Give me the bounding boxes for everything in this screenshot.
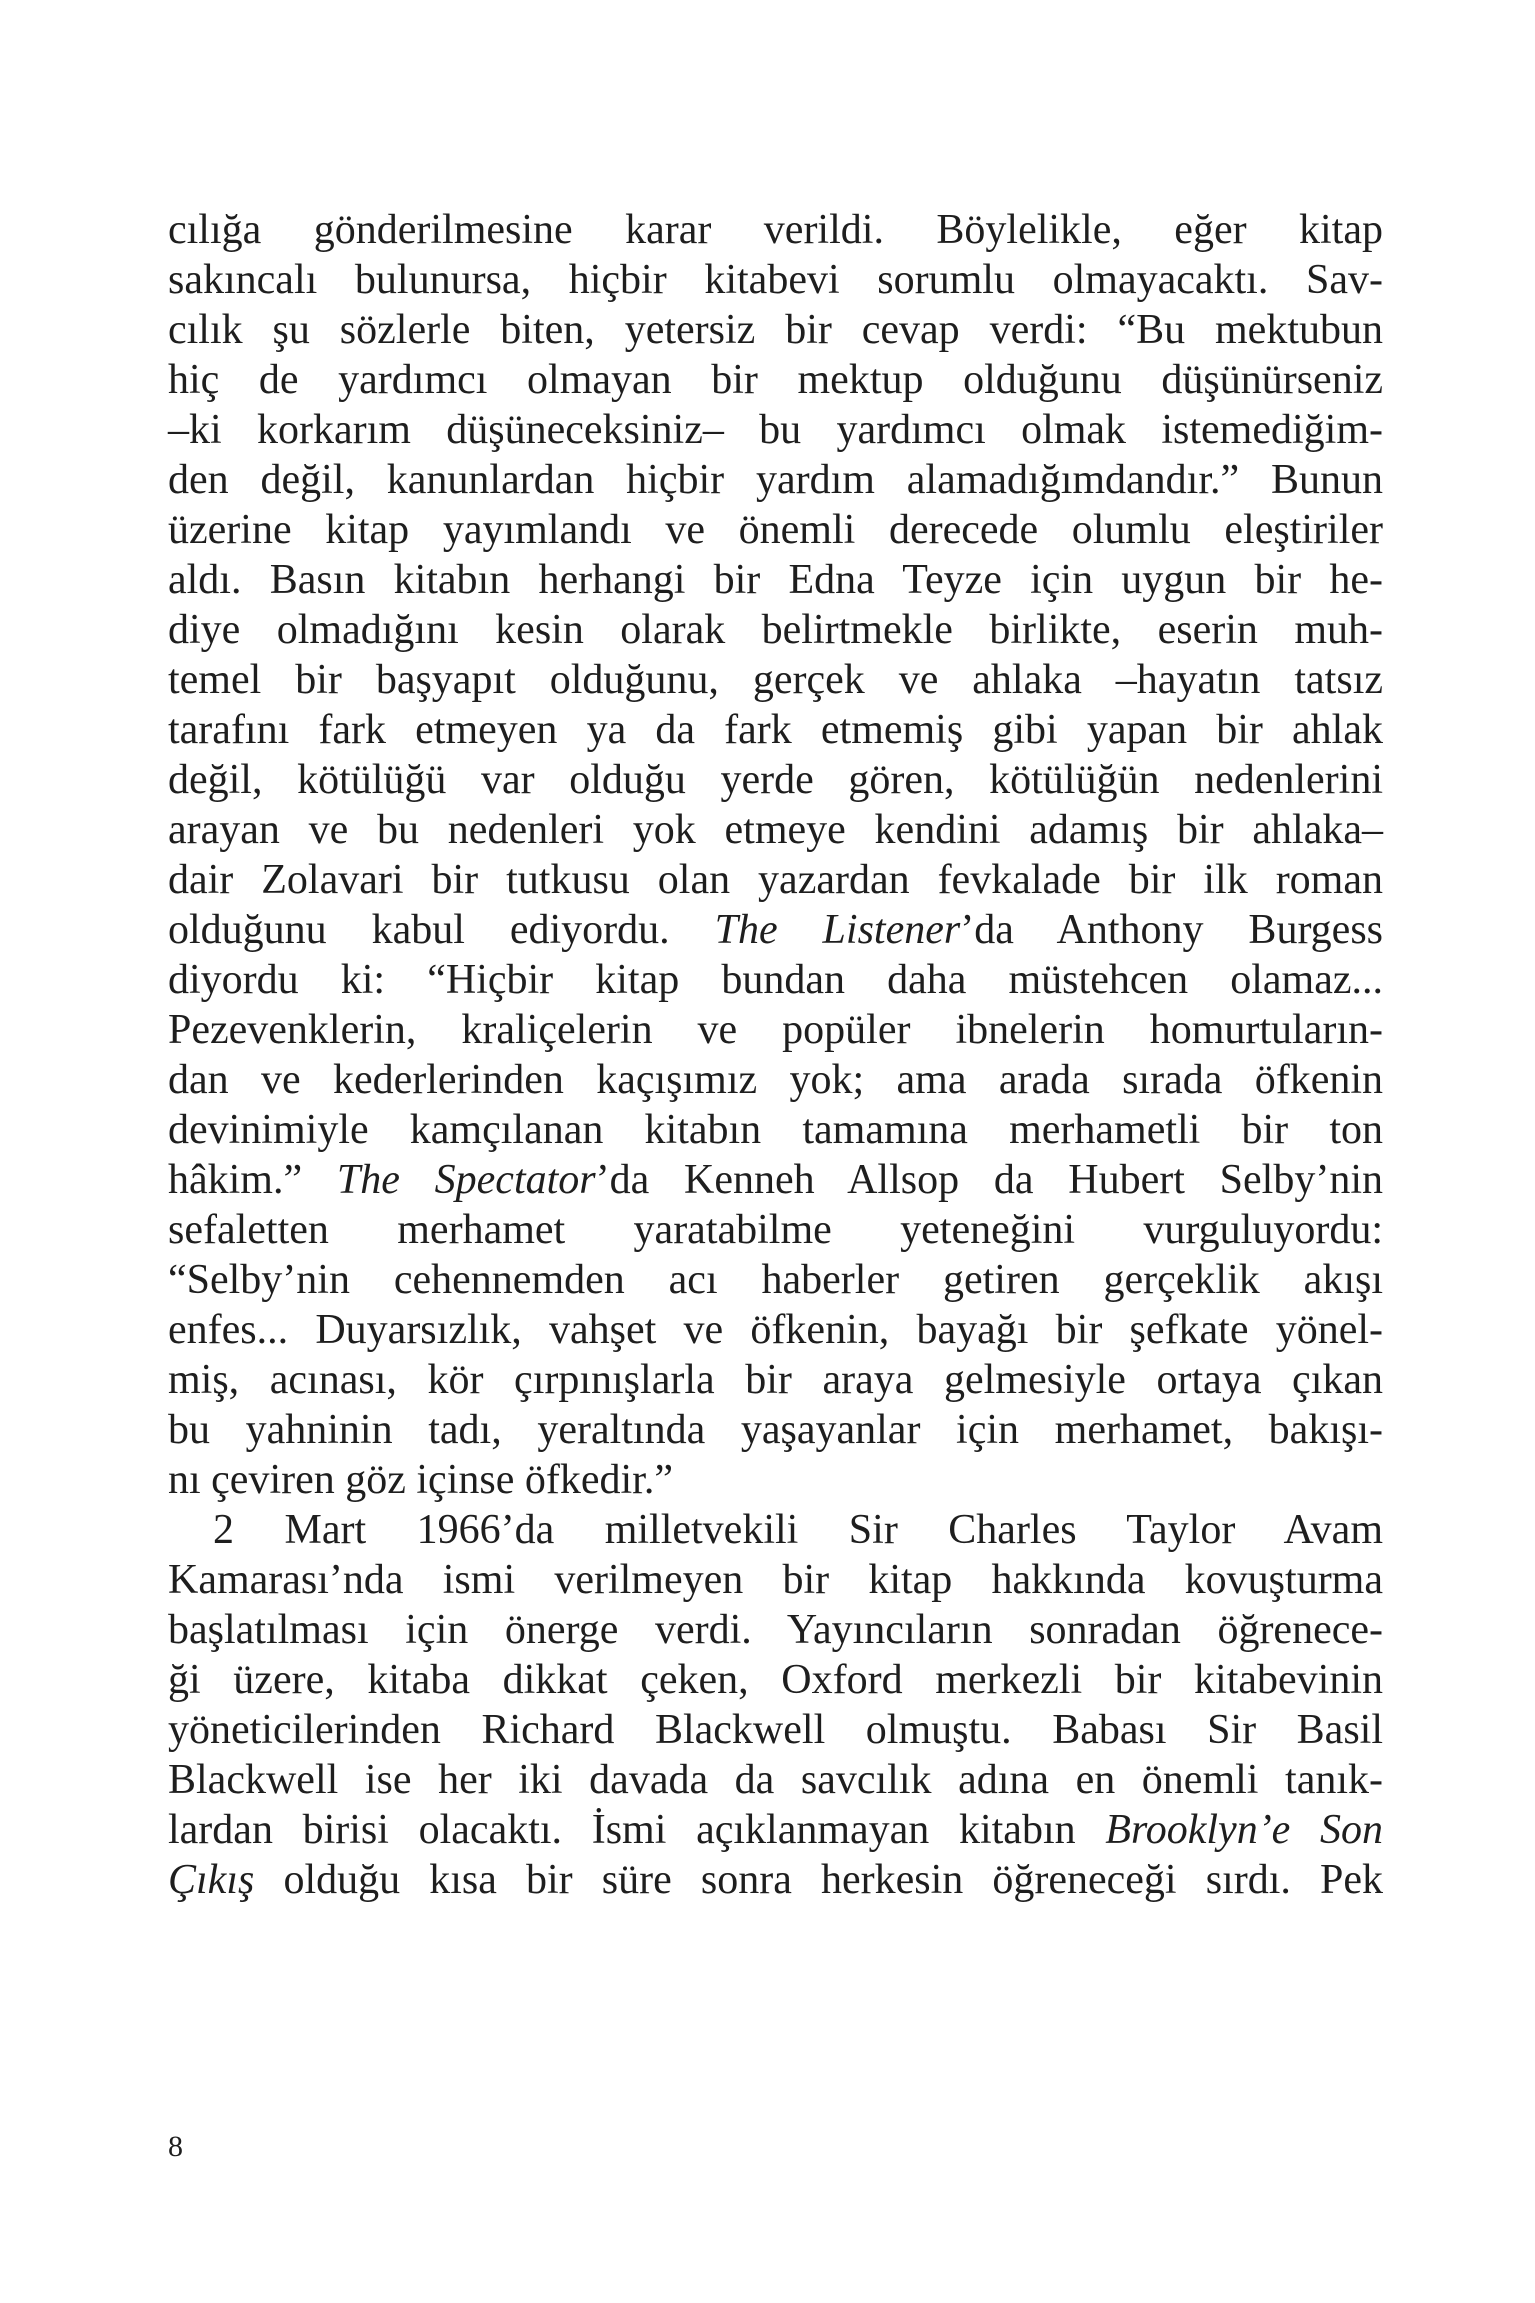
text-line: değil, kötülüğü var olduğu yerde gören, kötülüğün nedenlerini xyxy=(168,757,1383,803)
body-text xyxy=(168,205,1383,1905)
text-segment: ’da Kenneh Allsop da Hubert Selby’nin xyxy=(595,1157,1383,1203)
text-line: 2 Mart 1966’da milletvekili Sir Charles Taylor Avam xyxy=(213,1507,1383,1553)
text-line: ği üzere, kitaba dikkat çeken, Oxford merkezli bir kitabevinin xyxy=(168,1657,1383,1703)
text-line: dair Zolavari bir tutkusu olan yazardan fevkalade bir ilk roman xyxy=(168,857,1383,903)
italic-title: The Listener xyxy=(714,907,961,953)
text-line: miş, acınası, kör çırpınışlarla bir araya gelmesiyle ortaya çıkan xyxy=(168,1357,1383,1403)
italic-title: Brooklyn’e Son xyxy=(1105,1807,1383,1853)
text-line: diyordu ki: “Hiçbir kitap bundan daha müstehcen olamaz... xyxy=(168,957,1383,1003)
text-line xyxy=(168,1805,1383,1855)
text-line: cılığa gönderilmesine karar verildi. Böylelikle, eğer kitap xyxy=(168,207,1383,253)
text-line: arayan ve bu nedenleri yok etmeye kendini adamış bir ahlaka– xyxy=(168,807,1383,853)
text-line: devinimiyle kamçılanan kitabın tamamına merhametli bir ton xyxy=(168,1107,1383,1153)
text-line: cılık şu sözlerle biten, yetersiz bir cevap verdi: “Bu mektubun xyxy=(168,307,1383,353)
text-line: tarafını fark etmeyen ya da fark etmemiş gibi yapan bir ahlak xyxy=(168,707,1383,753)
text-line: hiç de yardımcı olmayan bir mektup olduğunu düşünürseniz xyxy=(168,357,1383,403)
text-line: Kamarası’nda ismi verilmeyen bir kitap hakkında kovuşturma xyxy=(168,1557,1383,1603)
text-line: dan ve kederlerinden kaçışımız yok; ama arada sırada öfkenin xyxy=(168,1057,1383,1103)
text-segment: lardan birisi olacaktı. İsmi açıklanmayan kitabın xyxy=(168,1807,1106,1853)
paragraph-2 xyxy=(168,1505,1383,1905)
text-segment: olduğu kısa bir süre sonra herkesin öğreneceği sırdı. Pek xyxy=(254,1857,1383,1903)
italic-title: Çıkış xyxy=(168,1857,255,1903)
text-line xyxy=(168,1855,1383,1905)
text-line xyxy=(168,1155,1383,1205)
text-line xyxy=(168,905,1383,955)
text-segment: olduğunu kabul ediyordu. xyxy=(168,907,715,953)
paragraph-1 xyxy=(168,205,1383,1505)
text-line: bu yahninin tadı, yeraltında yaşayanlar için merhamet, bakışı- xyxy=(168,1407,1383,1453)
text-line: enfes... Duyarsızlık, vahşet ve öfkenin, bayağı bir şefkate yönel- xyxy=(168,1307,1383,1353)
text-line: Pezevenklerin, kraliçelerin ve popüler ibnelerin homurtuların- xyxy=(168,1007,1383,1053)
text-line: temel bir başyapıt olduğunu, gerçek ve ahlaka –hayatın tatsız xyxy=(168,657,1383,703)
text-line: aldı. Basın kitabın herhangi bir Edna Teyze için uygun bir he- xyxy=(168,557,1383,603)
text-line: Blackwell ise her iki davada da savcılık adına en önemli tanık- xyxy=(168,1757,1383,1803)
text-line: sefaletten merhamet yaratabilme yeteneğini vurguluyordu: xyxy=(168,1207,1383,1253)
text-line: başlatılması için önerge verdi. Yayıncıların sonradan öğrenece- xyxy=(168,1607,1383,1653)
text-line: –ki korkarım düşüneceksiniz– bu yardımcı olmak istemediğim- xyxy=(168,407,1383,453)
italic-title: The Spectator xyxy=(336,1157,596,1203)
text-line: üzerine kitap yayımlandı ve önemli derecede olumlu eleştiriler xyxy=(168,507,1383,553)
text-line: nı çeviren göz içinse öfkedir.” xyxy=(168,1457,673,1503)
text-line: “Selby’nin cehennemden acı haberler getiren gerçeklik akışı xyxy=(168,1257,1383,1303)
text-line: diye olmadığını kesin olarak belirtmekle birlikte, eserin muh- xyxy=(168,607,1383,653)
text-segment: ’da Anthony Burgess xyxy=(960,907,1384,953)
text-line: sakıncalı bulunursa, hiçbir kitabevi sorumlu olmayacaktı. Sav- xyxy=(168,257,1383,303)
text-line: yöneticilerinden Richard Blackwell olmuştu. Babası Sir Basil xyxy=(168,1707,1383,1753)
page-number: 8 xyxy=(168,2130,183,2163)
text-segment: hâkim.” xyxy=(168,1157,337,1203)
text-line: den değil, kanunlardan hiçbir yardım alamadığımdandır.” Bunun xyxy=(168,457,1383,503)
